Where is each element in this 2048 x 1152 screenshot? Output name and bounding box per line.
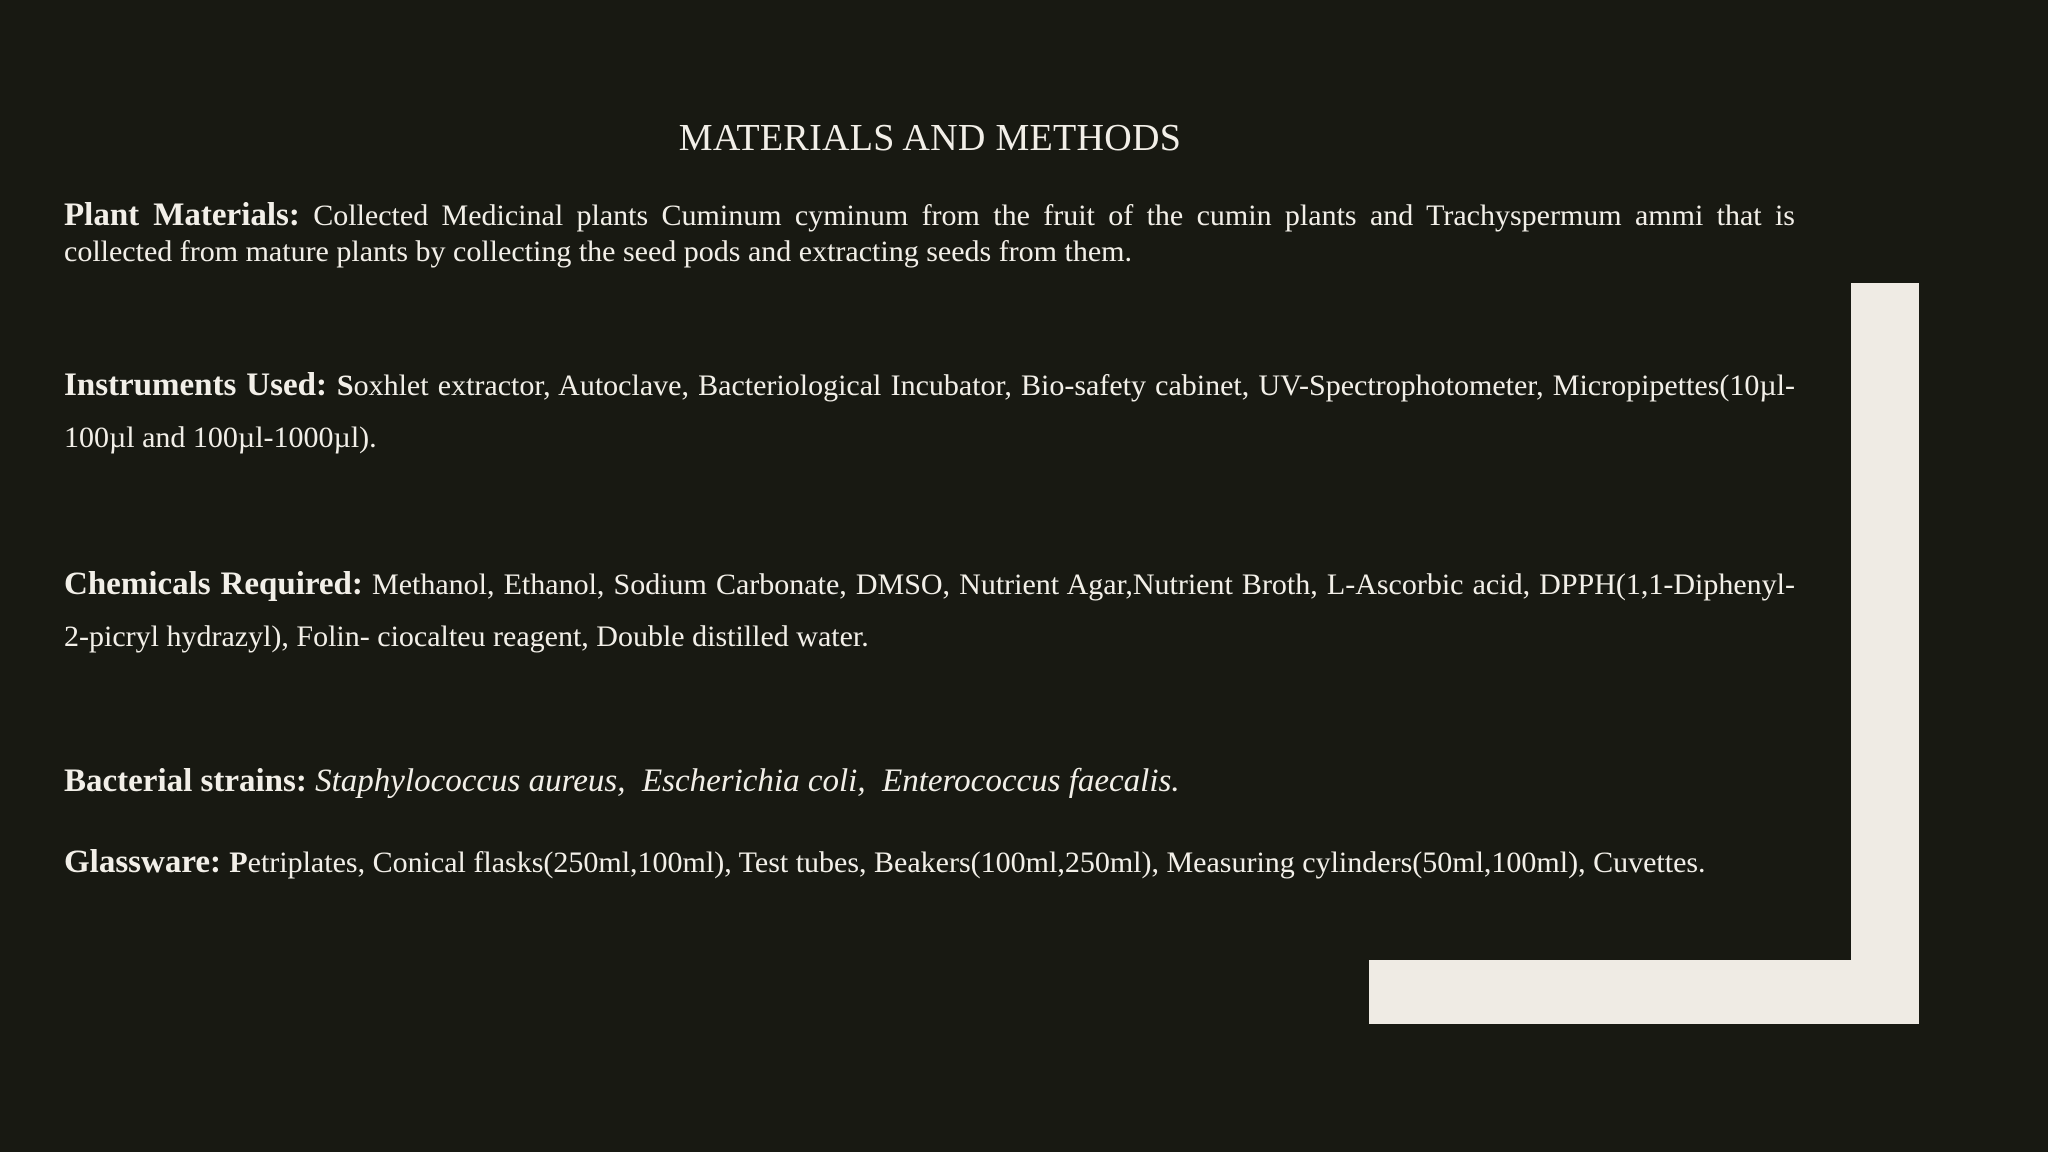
plant-materials-paragraph: [64, 197, 1795, 270]
glassware-paragraph: [64, 833, 1795, 892]
instruments-lead-letter: S: [336, 369, 354, 402]
chemicals-label: Chemicals Required:: [64, 566, 363, 602]
decorative-corner-vertical-bar: [1851, 283, 1919, 1024]
glassware-text: etriplates, Conical flasks(250ml,100ml), Test tubes, Beakers(100ml,250ml), Measuring cylinders(50ml,100ml), Cuvettes.: [247, 846, 1706, 879]
glassware-label: Glassware:: [64, 844, 230, 880]
instruments-text: oxhlet extractor, Autoclave, Bacteriological Incubator, Bio-safety cabinet, UV-Spectrophotometer, Micropipettes(10µl-100µl and 100µl-1000µl).: [64, 369, 1795, 454]
chemicals-text: Methanol, Ethanol, Sodium Carbonate, DMSO, Nutrient Agar,Nutrient Broth, L-Ascorbic acid, DPPH(1,1-Diphenyl-2-picryl hydrazyl), Folin- ciocalteu reagent, Double distilled water.: [64, 568, 1795, 653]
chemicals-paragraph: [64, 558, 1795, 663]
plant-materials-text: Collected Medicinal plants Cuminum cyminum from the fruit of the cumin plants and Trachyspermum ammi that is collected from mature plants by collecting the seed pods and extracting seeds from them.: [64, 199, 1795, 268]
slide-title: MATERIALS AND METHODS: [678, 117, 1182, 159]
instruments-paragraph: [64, 359, 1795, 464]
plant-materials-label: Plant Materials:: [64, 197, 300, 233]
decorative-corner-horizontal-bar: [1369, 960, 1919, 1024]
instruments-label: Instruments Used:: [64, 367, 337, 403]
bacterial-strains-paragraph: [64, 755, 1795, 808]
bacterial-strains-label: Bacterial strains:: [64, 763, 307, 799]
bacterial-strains-text: Staphylococcus aureus, Escherichia coli, Enterococcus faecalis.: [306, 763, 1180, 799]
glassware-lead-letter: P: [229, 846, 248, 879]
